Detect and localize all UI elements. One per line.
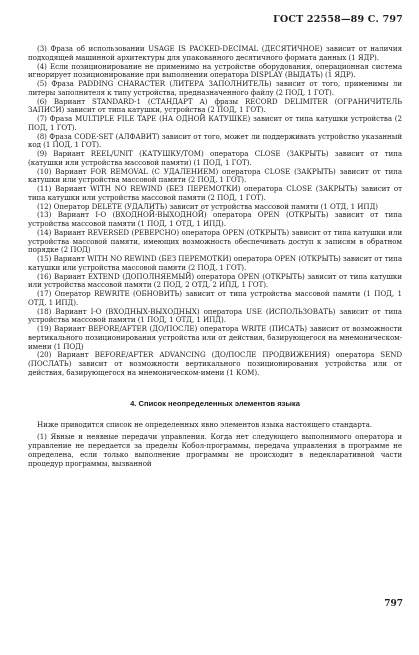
- paragraph-5: (5) Фраза PADDING CHARACTER (ЛИТЕРА ЗАПОЛНИТЕЛЬ) зависит от того, применимы ли литеры заполнителя к типу устройства, предназначенного файлу (2 ПОД, 1 ГОТ).: [28, 79, 402, 97]
- page-header: [0, 14, 419, 28]
- paragraph-4: (4) Если позиционирование не применимо на устройстве оборудования, операционная система игнорирует позиционирование при выполнении оператора DISPLAY (ВЫДАТЬ) (1 ЯДР).: [28, 61, 402, 80]
- paragraph-17: (17) Оператор REWRITE (ОБНОВИТЬ) зависит от типа устройства массовой памяти (1 ПОД, 1 ОТД, 1 ИПД).: [28, 289, 402, 307]
- paragraph-15: (15) Вариант WITH NO REWIND (БЕЗ ПЕРЕМОТКИ) оператора OPEN (ОТКРЫТЬ) зависит от типа катушки или устройства массовой памяти (2 ПОД, 1 ГОТ).: [28, 254, 402, 272]
- paragraph-7: (7) Фраза MULTIPLE FILE TAPE (НА ОДНОЙ КАТУШКЕ) зависит от типа катушки устройства (2 ПОД, 1 ГОТ).: [28, 114, 402, 132]
- section-heading: 4. Список неопределенных элементов языка: [130, 398, 300, 408]
- paragraph-11: (11) Вариант WITH NO REWIND (БЕЗ ПЕРЕМОТКИ) оператора CLOSE (ЗАКРЫТЬ) зависит от типа катушки или устройства массовой памяти (2 ПОД, 1 ГОТ).: [28, 184, 402, 202]
- paragraph-14: (14) Вариант REVERSED (РЕВЕРСНО) оператора OPEN (ОТКРЫТЬ) зависит от типа катушки или устройства массовой памяти, имеющих возможность обеспечивать доступ к записям в обратном порядке (2 ПОД): [28, 227, 402, 255]
- paragraph-20: (20) Вариант BEFORE/AFTER ADVANCING (ДО/ПОСЛЕ ПРОДВИЖЕНИЯ) оператора SEND (ПОСЛАТЬ) зависит от возможности вертикального позиционирования устройства или от действия, базирующегося на мнемоническом-имени (1 КОМ).: [28, 350, 402, 377]
- standard-code-and-page: ГОСТ 22558—89 С. 797: [273, 14, 403, 25]
- page-body: [28, 45, 402, 468]
- section-intro: Ниже приводится список не определенных явно элементов языка настоящего стандарта.: [37, 419, 372, 429]
- paragraph-19: (19) Вариант BEFORE/AFTER (ДО/ПОСЛЕ) оператора WRITE (ПИСАТЬ) зависит от возможности вертикального позиционирования устройства или от действия, базирующегося на мнемоническом-имени (1 ПОД): [28, 324, 402, 351]
- section-item-1: (1) Явные и неявные передачи управления. Когда нет следующего выполнимого оператора и управление не передается за пределы Кобол-программы, передача управления в программе не определена, если только выполнение программы не происходит в недекларативной части процедур программы, вызванной: [28, 432, 402, 468]
- paragraph-6: (6) Вариант STANDARD-1 (СТАНДАРТ А) фразы RECORD DELIMITER (ОГРАНИЧИТЕЛЬ ЗАПИСИ) зависит от типа катушки, устройства (2 ПОД, 1 ГОТ).: [28, 96, 402, 115]
- page-number: 797: [384, 599, 403, 609]
- paragraph-8: (8) Фраза CODE-SET (АЛФАВИТ) зависит от того, может ли поддерживать устройство указанный код (1 ПОД, 1 ГОТ).: [28, 131, 402, 150]
- paragraph-16: (16) Вариант EXTEND (ДОПОЛНЯЕМЫЙ) оператора OPEN (ОТКРЫТЬ) зависит от типа катушки или устройства массовой памяти (2 ПОД, 2 ОТД, 2 ИПД, 1 ГОТ).: [28, 271, 402, 290]
- paragraph-10: (10) Вариант FOR REMOVAL (С УДАЛЕНИЕМ) оператора CLOSE (ЗАКРЫТЬ) зависит от типа катушки или устройства массовой памяти (2 ПОД, 1 ГОТ).: [28, 166, 402, 185]
- paragraph-3: (3) Фраза об использовании USAGE IS PACKED-DECIMAL (ДЕСЯТИЧНОЕ) зависит от наличия подходящей машинной архитектуры для упакованного десятичного формата данных (1 ЯДР).: [28, 44, 402, 62]
- paragraph-9: (9) Вариант REEL/UNIT (КАТУШКУ/ТОМ) оператора CLOSE (ЗАКРЫТЬ) зависит от типа (катушки или устройства массовой памяти) (1 ПОД, 1 ГОТ).: [28, 149, 402, 167]
- paragraph-12: (12) Оператор DELETE (УДАЛИТЬ) зависит от устройства массовой памяти (1 ОТД, 1 ИПД): [37, 201, 379, 211]
- paragraph-13: (13) Вариант I-O (ВХОДНОЙ-ВЫХОДНОЙ) оператора OPEN (ОТКРЫТЬ) зависит от типа устройства массовой памяти (1 ПОД, 1 ОТД, 1 ИПД).: [28, 210, 402, 228]
- paragraph-18: (18) Вариант I-O (ВХОДНЫХ-ВЫХОДНЫХ) оператора USE (ИСПОЛЬЗОВАТЬ) зависит от типа устройства массовой памяти (1 ПОД, 1 ОТД, 1 ИПД).: [28, 306, 402, 325]
